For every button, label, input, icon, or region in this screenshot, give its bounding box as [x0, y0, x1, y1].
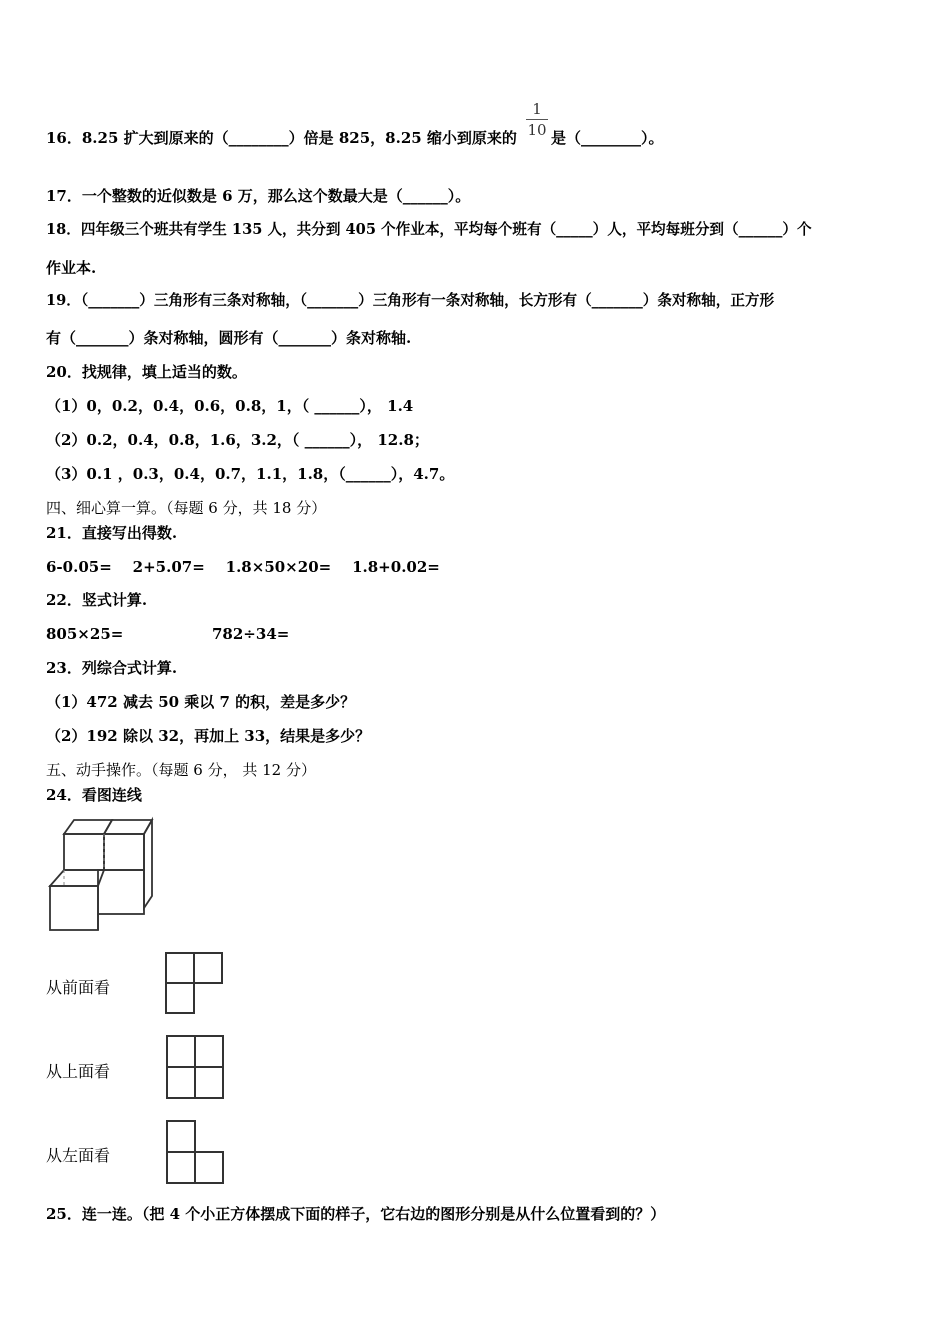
section-4-heading: 四、细心算一算。（每题 6 分，共 18 分）: [46, 499, 327, 517]
q23-item-1: （1）472 减去 50 乘以 7 的积，差是多少？: [46, 693, 356, 711]
q16-text-a: 16．8.25 扩大到原来的（________）倍是 825，8.25 缩小到原来的: [46, 129, 517, 147]
q21-items: 6-0.05= 2+5.07= 1.8×50×20= 1.8+0.02=: [46, 558, 440, 576]
q16-text-b: 是（________）。: [551, 129, 664, 147]
fraction-numerator: 1: [532, 100, 542, 118]
q22-a: 805×25=: [46, 625, 124, 643]
front-view-figure: [163, 950, 225, 1016]
cube-stack-figure: [44, 816, 159, 936]
q25: 25．连一连。（把 4 个小正方体摆成下面的样子，它右边的图形分别是从什么位置看到的？）: [46, 1205, 666, 1223]
q20-item-1: （1）0，0.2，0.4，0.6，0.8，1，（ ______）， 1.4: [46, 397, 414, 415]
q20-item-2: （2）0.2，0.4，0.8，1.6，3.2，（ ______）， 12.8；: [46, 431, 429, 449]
q20-title: 20．找规律，填上适当的数。: [46, 363, 247, 381]
q21-title: 21．直接写出得数.: [46, 524, 178, 542]
q19-line1: 19．（_______）三角形有三条对称轴，（_______）三角形有一条对称轴，长方形有（_______）条对称轴，正方形: [46, 292, 775, 309]
q17: 17．一个整数的近似数是 6 万，那么这个数最大是（______）。: [46, 187, 471, 205]
q18-line1: 18．四年级三个班共有学生 135 人，共分到 405 个作业本，平均每个班有（_____）人，平均每班分到（______）个: [46, 221, 812, 238]
q23-title: 23．列综合式计算.: [46, 659, 178, 677]
fraction-denominator: 10: [527, 121, 547, 139]
fraction-one-tenth: [526, 100, 548, 139]
q23-item-2: （2）192 除以 32，再加上 33，结果是多少？: [46, 727, 371, 745]
view-label-front: 从前面看: [46, 978, 111, 997]
q19-line2: 有（_______）条对称轴，圆形有（_______）条对称轴.: [46, 329, 412, 347]
view-label-left: 从左面看: [46, 1146, 111, 1165]
q22-b: 782÷34=: [212, 625, 290, 643]
fraction-bar: [526, 119, 548, 120]
q20-item-3: （3）0.1 ，0.3，0.4，0.7，1.1，1.8，（______），4.7。: [46, 465, 455, 483]
q24-title: 24．看图连线: [46, 786, 142, 804]
q22-title: 22．竖式计算.: [46, 591, 148, 609]
q18-line2: 作业本.: [46, 259, 97, 277]
section-5-heading: 五、动手操作。（每题 6 分， 共 12 分）: [46, 761, 316, 779]
view-label-top: 从上面看: [46, 1062, 111, 1081]
top-view-figure: [163, 1033, 227, 1101]
left-view-figure: [163, 1118, 227, 1186]
